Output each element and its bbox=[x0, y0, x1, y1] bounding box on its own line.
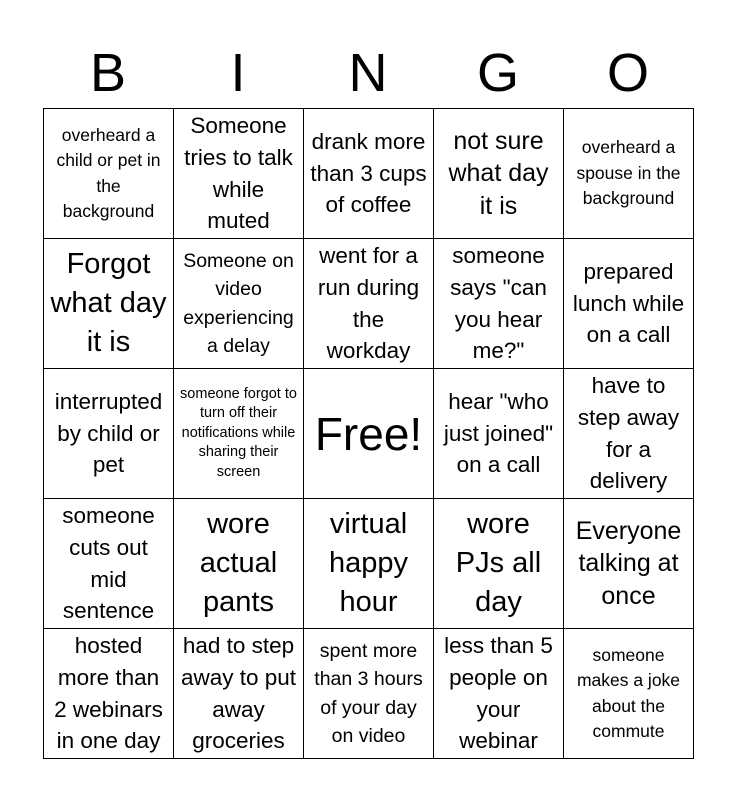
bingo-cell[interactable] bbox=[44, 629, 174, 759]
cell-text: overheard a child or pet in the background bbox=[56, 124, 161, 221]
bingo-cell[interactable] bbox=[564, 109, 694, 239]
bingo-cell[interactable] bbox=[434, 629, 564, 759]
cell-text: wore PJs all day bbox=[455, 508, 542, 618]
cell-text: had to step away to put away groceries bbox=[180, 632, 297, 754]
cell-text: wore actual pants bbox=[199, 508, 278, 618]
cell-text: Someone on video experiencing a delay bbox=[183, 249, 294, 357]
bingo-cell[interactable] bbox=[564, 629, 694, 759]
bingo-cell[interactable] bbox=[304, 109, 434, 239]
cell-text: Someone tries to talk while muted bbox=[184, 112, 293, 234]
bingo-cell[interactable] bbox=[564, 369, 694, 499]
cell-text: Forgot what day it is bbox=[50, 248, 167, 358]
bingo-cell[interactable] bbox=[304, 629, 434, 759]
bingo-cell[interactable] bbox=[564, 499, 694, 629]
cell-text: overheard a spouse in the background bbox=[576, 137, 681, 209]
cell-text: interrupted by child or pet bbox=[54, 388, 163, 478]
cell-text: someone says "can you hear me?" bbox=[450, 242, 547, 364]
bingo-cell[interactable] bbox=[44, 499, 174, 629]
bingo-cell[interactable] bbox=[434, 109, 564, 239]
bingo-cell[interactable] bbox=[434, 369, 564, 499]
bingo-cell[interactable] bbox=[434, 499, 564, 629]
cell-text: not sure what day it is bbox=[448, 126, 549, 220]
bingo-cell[interactable] bbox=[44, 369, 174, 499]
bingo-cell[interactable] bbox=[174, 369, 304, 499]
bingo-cell[interactable] bbox=[174, 629, 304, 759]
cell-text: drank more than 3 cups of coffee bbox=[310, 128, 427, 218]
bingo-board bbox=[43, 108, 694, 759]
bingo-cell[interactable] bbox=[564, 239, 694, 369]
cell-text: prepared lunch while on a call bbox=[572, 258, 685, 348]
free-space-cell[interactable] bbox=[304, 369, 434, 499]
header-letter-i: I bbox=[230, 43, 246, 103]
cell-text: someone makes a joke about the commute bbox=[576, 644, 681, 741]
cell-text: spent more than 3 hours of your day on video bbox=[314, 639, 423, 747]
cell-text: less than 5 people on your webinar bbox=[444, 632, 553, 754]
bingo-cell[interactable] bbox=[304, 499, 434, 629]
cell-text: hear "who just joined" on a call bbox=[443, 388, 554, 478]
header-letter-n: N bbox=[348, 43, 388, 103]
bingo-cell[interactable] bbox=[44, 109, 174, 239]
bingo-header bbox=[43, 40, 693, 106]
header-letter-g: G bbox=[476, 43, 519, 103]
bingo-cell[interactable] bbox=[174, 499, 304, 629]
bingo-cell[interactable] bbox=[304, 239, 434, 369]
cell-text: went for a run during the workday bbox=[317, 242, 420, 364]
header-letter-o: O bbox=[606, 43, 649, 103]
cell-text: Everyone talking at once bbox=[575, 516, 682, 610]
cell-text: have to step away for a delivery bbox=[577, 372, 680, 494]
cell-text: someone cuts out mid sentence bbox=[62, 502, 155, 624]
cell-text: hosted more than 2 webinars in one day bbox=[54, 632, 163, 754]
free-space-text: Free! bbox=[314, 407, 423, 460]
bingo-cell[interactable] bbox=[44, 239, 174, 369]
cell-text: virtual happy hour bbox=[328, 508, 408, 618]
bingo-cell[interactable] bbox=[434, 239, 564, 369]
bingo-cell[interactable] bbox=[174, 109, 304, 239]
cell-text: someone forgot to turn off their notifications while sharing their screen bbox=[180, 385, 297, 480]
header-letter-b: B bbox=[89, 43, 127, 103]
bingo-cell[interactable] bbox=[174, 239, 304, 369]
